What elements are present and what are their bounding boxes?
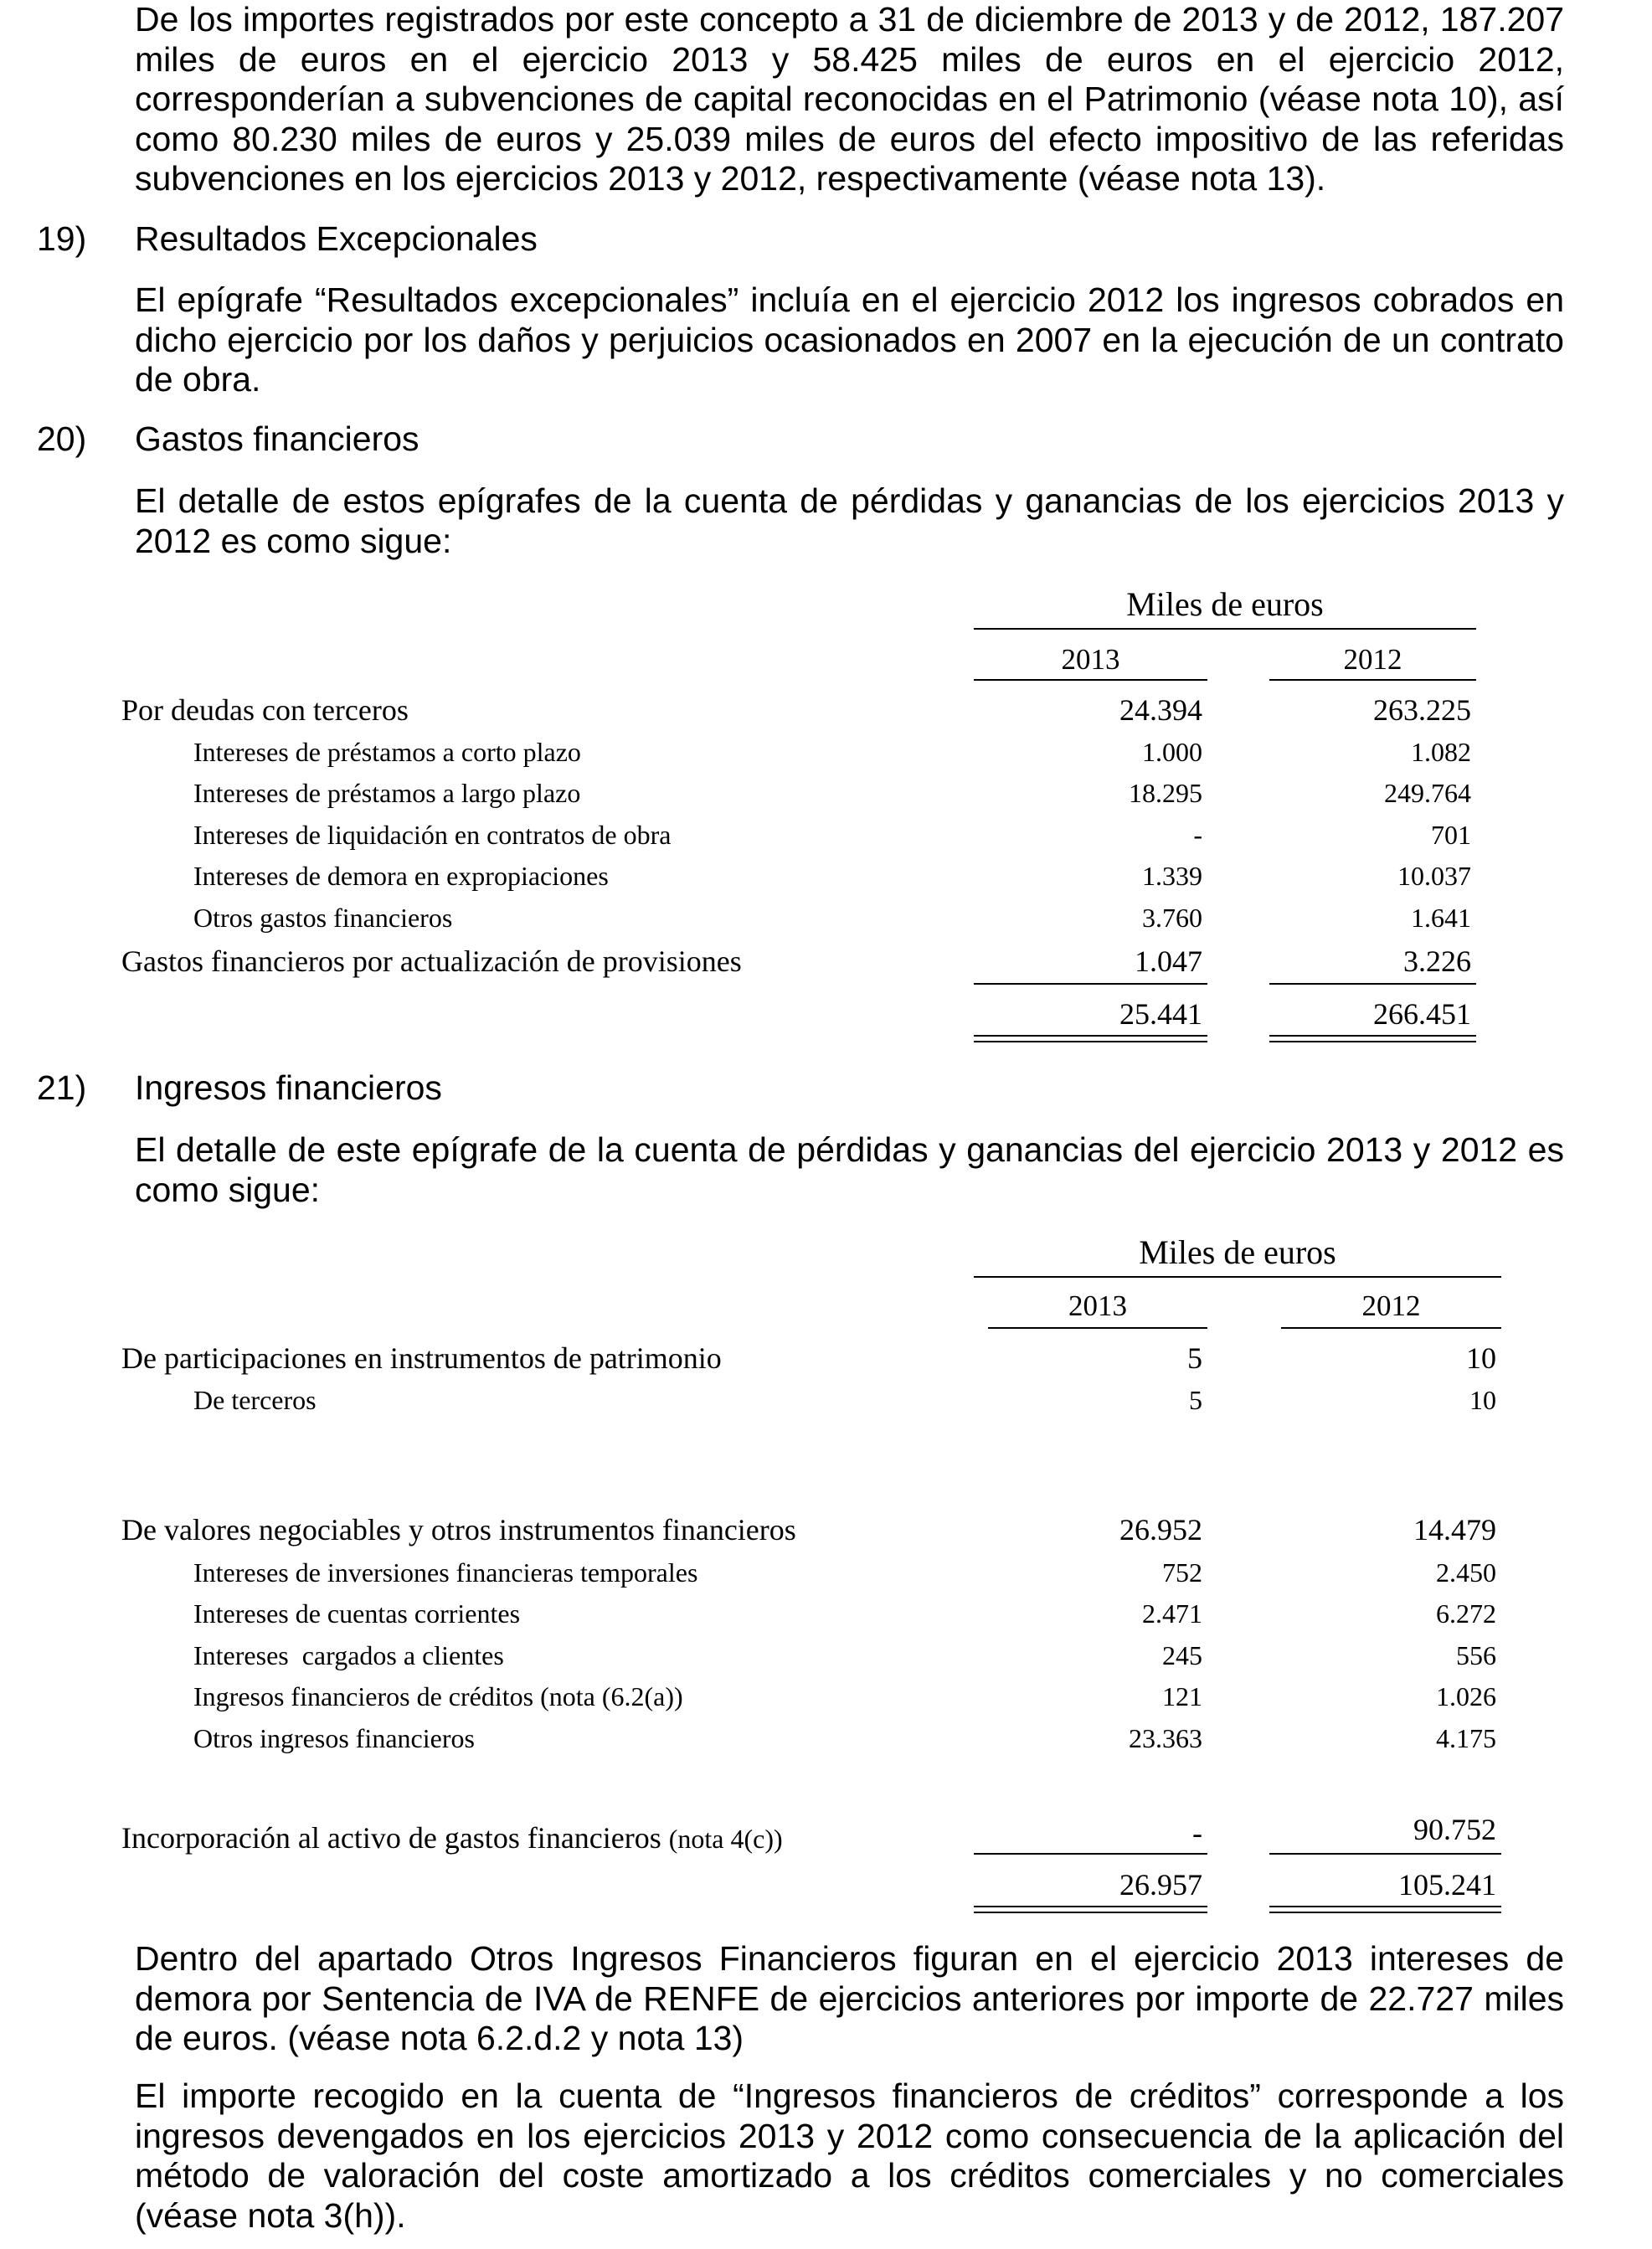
total-double-rule: [1269, 1041, 1476, 1042]
year-rule: [988, 1327, 1207, 1329]
row-label: Intereses de cuentas corrientes: [193, 1598, 521, 1629]
column-header-2012: 2012: [1343, 643, 1402, 676]
total-double-rule: [1269, 1906, 1501, 1907]
row-label-text: Incorporación al activo de gastos financieros: [121, 1821, 661, 1855]
text-line: de euros. (véase nota 6.2.d.2 y nota 13): [135, 2019, 744, 2057]
cell-2013: 18.295: [1129, 778, 1202, 808]
text-line: El detalle de este epígrafe de la cuenta de pérdidas y ganancias del ejercicio 2013 y 2012 es: [135, 1130, 1564, 1169]
column-header-2013: 2013: [1068, 1289, 1127, 1322]
section-title: Ingresos financieros: [135, 1068, 442, 1107]
cell-2013: -: [1193, 820, 1202, 850]
row-label: Intereses de inversiones financieras temporales: [193, 1557, 698, 1588]
text-line: Dentro del apartado Otros Ingresos Financieros figuran en el ejercicio 2013 intereses de: [135, 1939, 1564, 1978]
cell-2012: 10.037: [1397, 861, 1471, 891]
row-label: De participaciones en instrumentos de patrimonio: [121, 1341, 722, 1375]
row-label: Por deudas con terceros: [121, 693, 409, 727]
text-line: de obra.: [135, 360, 261, 399]
year-rule: [1281, 1327, 1501, 1329]
cell-2012: 14.479: [1413, 1513, 1496, 1547]
cell-2013: 23.363: [1129, 1723, 1202, 1753]
cell-2013: 1.047: [1135, 944, 1202, 978]
section-title: Gastos financieros: [135, 419, 419, 458]
cell-2012: 4.175: [1436, 1723, 1496, 1753]
year-rule: [974, 679, 1207, 681]
section-number: 19): [37, 219, 87, 258]
row-label: Ingresos financieros de créditos (nota (6.2(a)): [193, 1681, 683, 1711]
section-number: 21): [37, 1068, 87, 1107]
text-line: demora por Sentencia de IVA de RENFE de ejercicios anteriores por importe de 22.727 miles: [135, 1979, 1564, 2018]
total-double-rule: [974, 1906, 1207, 1907]
row-label: Intereses cargados a clientes: [193, 1640, 504, 1670]
row-label: [121, 1820, 783, 1855]
total-double-rule: [974, 1041, 1207, 1042]
cell-2012: 3.226: [1403, 944, 1471, 978]
cell-2012: 263.225: [1373, 693, 1471, 727]
table-header: Miles de euros: [1126, 585, 1324, 623]
cell-2013: 752: [1162, 1557, 1202, 1588]
total-double-rule: [1269, 1035, 1476, 1037]
total-double-rule: [1269, 1912, 1501, 1913]
cell-2012: 10: [1466, 1341, 1496, 1375]
total-2013: 25.441: [1119, 997, 1202, 1031]
cell-2013: 1.339: [1142, 861, 1202, 891]
cell-2012: 1.082: [1411, 737, 1471, 767]
text-line: El epígrafe “Resultados excepcionales” incluía en el ejercicio 2012 los ingresos cobrados en: [135, 280, 1564, 319]
text-line: miles de euros en el ejercicio 2013 y 58.425 miles de euros en el ejercicio 2012,: [135, 39, 1564, 79]
total-2012: 105.241: [1398, 1868, 1496, 1902]
cell-2013: 1.000: [1142, 737, 1202, 767]
section-21-paragraph: [135, 1130, 1564, 1210]
intro-paragraph: [135, 0, 1564, 199]
cell-2012: 2.450: [1436, 1557, 1496, 1588]
text-line: ingresos devengados en los ejercicios 2013 y 2012 como consecuencia de la aplicación del: [135, 2116, 1564, 2155]
header-rule: [974, 628, 1476, 630]
cell-2012: 6.272: [1436, 1598, 1496, 1629]
column-header-2012: 2012: [1361, 1289, 1421, 1322]
subtotal-rule: [974, 983, 1207, 985]
text-line: El importe recogido en la cuenta de “Ingresos financieros de créditos” corresponde a los: [135, 2077, 1564, 2115]
cell-2013: 245: [1162, 1640, 1202, 1670]
total-double-rule: [974, 1912, 1207, 1913]
text-line: (véase nota 3(h)).: [135, 2195, 406, 2235]
cell-2013: 3.760: [1142, 903, 1202, 933]
total-2012: 266.451: [1373, 997, 1471, 1031]
column-header-2013: 2013: [1061, 643, 1120, 676]
year-rule: [1269, 679, 1476, 681]
section-19-paragraph: [135, 280, 1564, 400]
cell-2012: 10: [1469, 1385, 1496, 1415]
text-line: como 80.230 miles de euros y 25.039 miles de euros del efecto impositivo de las referidas: [135, 119, 1564, 158]
cell-2012: 556: [1456, 1640, 1496, 1670]
closing-paragraph-2: [135, 2077, 1564, 2236]
cell-2013: 24.394: [1119, 693, 1202, 727]
cell-2012: 1.641: [1411, 903, 1471, 933]
subtotal-rule: [974, 1853, 1207, 1855]
subtotal-rule: [1269, 983, 1476, 985]
cell-2013: -: [1192, 1816, 1202, 1850]
cell-2012: 249.764: [1384, 778, 1471, 808]
text-line: como sigue:: [135, 1170, 321, 1209]
text-line: El detalle de estos epígrafes de la cuenta de pérdidas y ganancias de los ejercicios 2013 y: [135, 481, 1564, 520]
cell-2012: 90.752: [1413, 1813, 1496, 1846]
cell-2013: 5: [1187, 1341, 1202, 1375]
header-rule: [974, 1276, 1501, 1278]
closing-paragraph-1: [135, 1939, 1564, 2059]
row-label: Otros gastos financieros: [193, 903, 453, 933]
row-label: Gastos financieros por actualización de provisiones: [121, 944, 742, 978]
row-label-note: (nota 4(c)): [668, 1824, 783, 1854]
cell-2013: 121: [1162, 1681, 1202, 1711]
row-label: Intereses de liquidación en contratos de obra: [193, 820, 672, 850]
section-20-paragraph: [135, 481, 1564, 561]
table-header: Miles de euros: [1139, 1233, 1336, 1271]
text-line: corresponderían a subvenciones de capital reconocidas en el Patrimonio (véase nota 10), así: [135, 80, 1564, 118]
text-line: subvenciones en los ejercicios 2013 y 2012, respectivamente (véase nota 13).: [135, 159, 1326, 198]
text-line: método de valoración del coste amortizado a los créditos comerciales y no comerciales: [135, 2156, 1564, 2195]
subtotal-rule: [1269, 1853, 1501, 1855]
cell-2013: 5: [1189, 1385, 1202, 1415]
total-double-rule: [974, 1035, 1207, 1037]
cell-2013: 2.471: [1142, 1598, 1202, 1629]
row-label: Intereses de préstamos a largo plazo: [193, 778, 581, 808]
row-label: De terceros: [193, 1385, 317, 1415]
section-title: Resultados Excepcionales: [135, 219, 538, 258]
cell-2013: 26.952: [1119, 1513, 1202, 1547]
row-label: Intereses de demora en expropiaciones: [193, 861, 609, 891]
text-line: 2012 es como sigue:: [135, 521, 452, 560]
cell-2012: 1.026: [1436, 1681, 1496, 1711]
section-number: 20): [37, 419, 87, 458]
text-line: De los importes registrados por este concepto a 31 de diciembre de 2013 y de 2012, 187.207: [135, 0, 1564, 39]
cell-2012: 701: [1431, 820, 1471, 850]
row-label: De valores negociables y otros instrumentos financieros: [121, 1513, 796, 1547]
row-label: Otros ingresos financieros: [193, 1723, 475, 1753]
total-2013: 26.957: [1119, 1868, 1202, 1902]
row-label: Intereses de préstamos a corto plazo: [193, 737, 581, 767]
text-line: dicho ejercicio por los daños y perjuicios ocasionados en 2007 en la ejecución de un contrato: [135, 320, 1564, 359]
